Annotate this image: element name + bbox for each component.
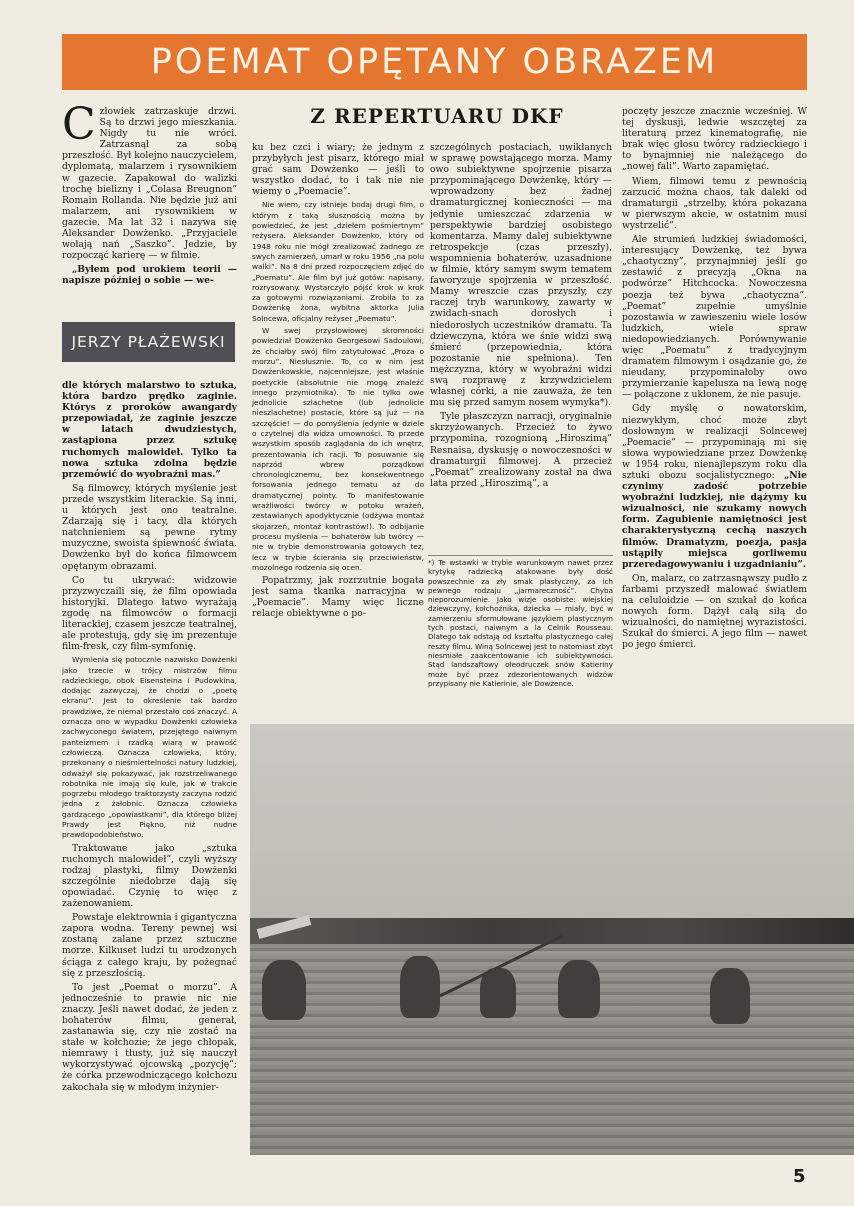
intro-quote: „Byłem pod urokiem teorii — napisze później o sobie — we- [62, 264, 237, 287]
column-2-paragraph: ku bez czci i wiary; że jednym z przybyłych jest pisarz, którego miał grać sam Dowżenko — jeśli to wszystko dodać, to i tak nie nie wiemy o „Poemacie”. [252, 142, 424, 198]
page-number: 5 [793, 1166, 806, 1187]
column-4-paragraph: Ale strumień ludzkiej świadomości, interesujący Dowżenkę, też bywa „chaotyczny”, przynajmniej jeśli go zestawić z precyzją „Okna na podwórze” Hitchcocka. Nowoczesna poezja też bywa „chaotyczna”. „Poemat” zupełnie umyślnie pozostawia w zawieszeniu wiele losów ludzkich, wiele spraw niedopowiedzianych. Porównywanie więc „Poematu” z tradycyjnym dramatem filmowym i osądzanie go, że nieudany, przypominałoby owo przymierzanie kapelusza na lewą nogę — połączone z ukłonem, że nie pasuje. [622, 234, 807, 401]
column-1-bold-text: dle których malarstwo to sztuka, która bardzo prędko zaginie. Którys z proroków awangardy przepowiadał, że zaginie jeszcze w latach dwudziestych, zastąpiona przez sztukę ruchomych malowideł. Tylko ta nowa sztuka zdolna będzie przemówić do wyobraźni mas.” [62, 380, 237, 480]
article-title: POEMAT OPĘTANY OBRAZEM [150, 42, 719, 82]
intro-paragraph [62, 106, 237, 261]
dowzenko-quote: „Nie czynimy zadość potrzebie wyobraźni ludzkiej, nie dążymy ku wizualności, nie szukamy nowych form. Zagubienie namiętności jest charakterystyczną cechą naszych filmów. Dramatyzm, poezja, pasja ustąpiły miejsca gorliwemu przeredagowywaniu i uzgadnianiu”. [622, 470, 807, 570]
column-4-paragraph: poczęty jeszcze znacznie wcześniej. W tej dyskusji, ledwie wszczętej za literaturą przez kinematografię, nie brak więc głosu twórcy radzieckiego i to bynajmniej nie należącego do „nowej fali”. Warto zapamiętać. [622, 106, 807, 173]
column-2-paragraph: Popatrzmy, jak rozrzutnie bogata jest sama tkanka narracyjna w „Poemacie”. Mamy więc liczne relacje obiektywne o po- [252, 575, 424, 620]
column-3-paragraph: szczególnych postaciach, uwikłanych w sprawę powstającego morza. Mamy owo subiektywne spojrzenie pisarza przypominającego Dowżenkę, który — wprowadzony bez żadnej dramaturgicznej konieczności — ma jedynie umieszczać zdarzenia w perspektywie bardziej osobistego komentarza. Mamy dalej subiektywne retrospekcje (czas przeszły), wspomnienia bohaterów, uzasadnione w filmie, który samym swym tematem faworyzuje spojrzenia w przeszłość. Mamy wreszcie czas przyszły, czy raczej tryb warunkowy, zawarty w zwidach-snach dorosłych i niedorosłych uczestników dramatu. Ta dziewczyna, która we śnie widzi swą śmierć (przepowiednia, która pozostanie nie spełniona). Ten mężczyzna, który w wyobraźni widzi swą rozprawę z krzywdzicielem własnej córki, a nie zauważa, że ten mu się przed samym nosem wymyka*). [430, 142, 612, 409]
column-4 [622, 106, 807, 718]
column-1-paragraph: Są filmowcy, których myślenie jest przede wszystkim literackie. Są inni, u których jest ono teatralne. Zdarzają się i tacy, dla których natchnieniem są pewne rytmy muzyczne, swoista śpiewność świata. Dowżenko był do końca filmowcem opętanym obrazami. [62, 482, 237, 572]
column-1-paragraph: Powstaje elektrownia i gigantyczna zapora wodna. Tereny pewnej wsi zostaną zalane przez sztuczne morze. Kilkuset ludzi tu urodzonych ściąga z całego kraju, by pożegnać się z przeszłością. [62, 912, 237, 979]
column-1-upper [62, 106, 237, 318]
film-still-photo [250, 724, 854, 1155]
column-1-lower [62, 380, 237, 1155]
title-banner [62, 34, 807, 90]
column-1-paragraph: To jest „Poemat o morzu”. A jednocześnie to prawie nic nie znaczy. Jeśli nawet dodać, że jeden z bohaterów filmu, generał, zastanawia się, czy nie zostać na stałe w kołchozie; że jego chłopak, niemrawy i tłusty, już się nauczył wykorzystywać ojcowską „pozycję”; że córka przewodniczącego kołchozu zakochała się w młodym inżynier- [62, 981, 237, 1093]
column-3 [430, 142, 612, 552]
column-1-paragraph: Co tu ukrywać: widzowie przyzwyczaili się, że film opowiada historyjki. Dlatego łatwo wyrażają zgodę na filmowców o formacji literackiej, czasem jeszcze teatralnej, ale protestują, gdy się im prezentuje film-fresk, czy film-symfonię. [62, 574, 237, 653]
column-4-paragraph: On, malarz, co zatrzasnąwszy pudło z farbami przyszedł malować światłem na celuloidzie — on szukał do końca nowych form. Dążył całą siłą do wizualności, do namiętnej wyrazistości. Szukał do śmierci. A jego film — nawet po jego śmierci. [622, 572, 807, 651]
column-4-paragraph [622, 403, 807, 569]
footnote: *) Te wstawki w trybie warunkowym nawet przez krytykę radziecką atakowane były dość powszechnie za zły smak plastyczny, za ich pewnego rodzaju „jarmareczność”. Chyba nieporozumienie. Jako wizje osobiste: wiejskiej dziewczyny, kołchoźnika, dziecka — miały, być w zamierzeniu sformułowane językiem plastycznym tych postaci, naiwnym a la Celnik Rousseau. Dlatego tak odstają od kształtu plastycznego całej reszty filmu. Winą Solncewej jest to natomiast zbyt niesmiałe zaakcentowanie ich subiektywności. Stąd landszaftowy ołeodruczek snów Katieriny może być przez zdezorientowanych widzów przypisany nie Katierinie, ale Dowżence. [428, 555, 613, 708]
photo-pole [250, 724, 854, 1155]
column-4-paragraph: Wiem, filmowi temu z pewnością zarzucić można chaos, tak daleki od dramaturgii „strzelby, która pokazana w pierwszym akcie, w ostatnim musi wystrzelić”. [622, 175, 807, 231]
intro-text: złowiek zatrzaskuje drzwi. Są to drzwi jego mieszkania. Nigdy tu nie wróci. Zatrzasnął za sobą przeszłość. Był kolejno nauczycielem, dyplomatą, malarzem i rysownikiem w gazecie. Zapakował do walizki trochę bielizny i „Colasa Breugnon” Romain Rollanda. Nie będzie już ani malarzem, ani rysownikiem w gazecie. Ma lat 32 i nazywa się Aleksander Dowżenko. „Przyjaciele wołają nań „Saszko”. Jedzie, by rozpocząć karierę — w filmie. [62, 106, 237, 262]
column-2-small-text [252, 200, 424, 573]
small-paragraph: Nie wiem, czy istnieje bodaj drugi film, o którym z taką słusznością można by powiedzieć, że jest „dziełem pośmiertnym” reżysera. Aleksander Dowżenko, który od 1948 roku nie mógł zrealizować żadnego ze swych zamierzeń, umarł w roku 1956 „na polu walki”. Na 8 dni przed rozpoczęciem zdjęć do „Poematu”. Ale film był już gotów: napisany, rozrysowany. Wystarczyło pójść krok w krok za gotowymi rozwiązaniami. Zrobiła to za Dowżenkę żona, wybitna aktorka Julia Solncewa, oficjalny reżyser „Poematu”. [252, 200, 424, 323]
section-heading: Z REPERTUARU DKF [310, 104, 564, 128]
author-box [62, 322, 235, 362]
small-paragraph: W swej przysłowiowej skromności powiedział Dowżenko Georgesowi Sadoulowi, że chciałby swój film zatytułować „Proza o morzu”. Niesłusznie. To, co w nim jest Dowżenkowskie, najcenniejsze, jest właśnie poetyckie (absolutnie nie mogę znaleźć innego przymiotnika). To nie tylko owe jednolicie szlachetne (lub jednolicie nieszlachetne) postacie, które są już — na szczęście! — do pomyślenia jedynie w dziele o czytelnej dla widza umowności. To przede wszystkim sposób zaglądania do ich wnętrz, prezentowania ich racji. To posuwanie się naprzód wbrew porządkowi chronologicznemu, bez konsekwentnego forsowania jednego tematu aż do dramatycznej pointy. To manifestowanie wrażliwości twórcy w potoku wrażeń, zestawianych apodyktycznie (odżywa montaż skojarzeń, montaż kontrastów!). To odbijanie procesu myślenia — bohaterów lub twórcy — nie w trybie demonstrowania gotowych tez, lecz w trybie ścierania się przeciwieństw, mozolnego rodzenia się ocen. [252, 326, 424, 572]
column-1-paragraph: Traktowane jako „sztuka ruchomych malowideł”, czyli wyższy rodzaj plastyki, filmy Dowżenki szczególnie niedobrze dają się opowiadać. Czynię to więc z zażenowaniem. [62, 842, 237, 910]
drop-cap: C [62, 106, 96, 150]
paragraph-text: Gdy myślę o nowatorskim, niezwykłym, choć może zbyt dosłownym w realizacji Solncewej „Poemacie” — przypominają mi się słowa wypowiedziane przez Dowżenkę w 1954 roku, nienajlepszym roku dla sztuki obozu socjalistycznego: [622, 403, 807, 481]
author-name: JERZY PŁAŻEWSKI [71, 333, 226, 351]
small-paragraph: Wymienia się potocznie nazwisko Dowżenki jako trzecie w trójcy mistrzów filmu radzieckiego, obok Eisensteina i Pudowkina, dodając zazwyczaj, że chodzi o „poetę ekranu”. Jest to określenie tak bardzo prawdziwe, że niemal przestało coś znaczyć. A oznacza ono w wypadku Dowżenki człowieka zachwyconego światem, przejętego naiwnym panteizmem i rzadką wiarą w prawość człowieczą. Oznacza człowieka, który, przekonany o nieśmiertelności natury ludzkiej, odważył się pokazywać, jak rozstrzeliwanego robotnika nie imają się kule, jak w trakcie pogrzebu młodego traktorzysty zaczyna rodzić jedna z żałobnic. Oznacza człowieka gardzącego „opowiastkami”, dla którego bliżej Prawdy jest Piękno, niż nudne prawdopodobieństwo. [62, 655, 237, 840]
column-1-small-text [62, 655, 237, 840]
column-2 [252, 142, 424, 718]
column-3-paragraph: Tyle płaszczyzn narracji, oryginalnie skrzyżowanych. Przecież to żywo przypomina, rozognioną „Hiroszimą” Resnaisa, dyskusję o nowoczesności w dramaturgii filmowej. A przecież „Poemat” zrealizowany został na dwa lata przed „Hiroszimą”, a [430, 411, 612, 489]
